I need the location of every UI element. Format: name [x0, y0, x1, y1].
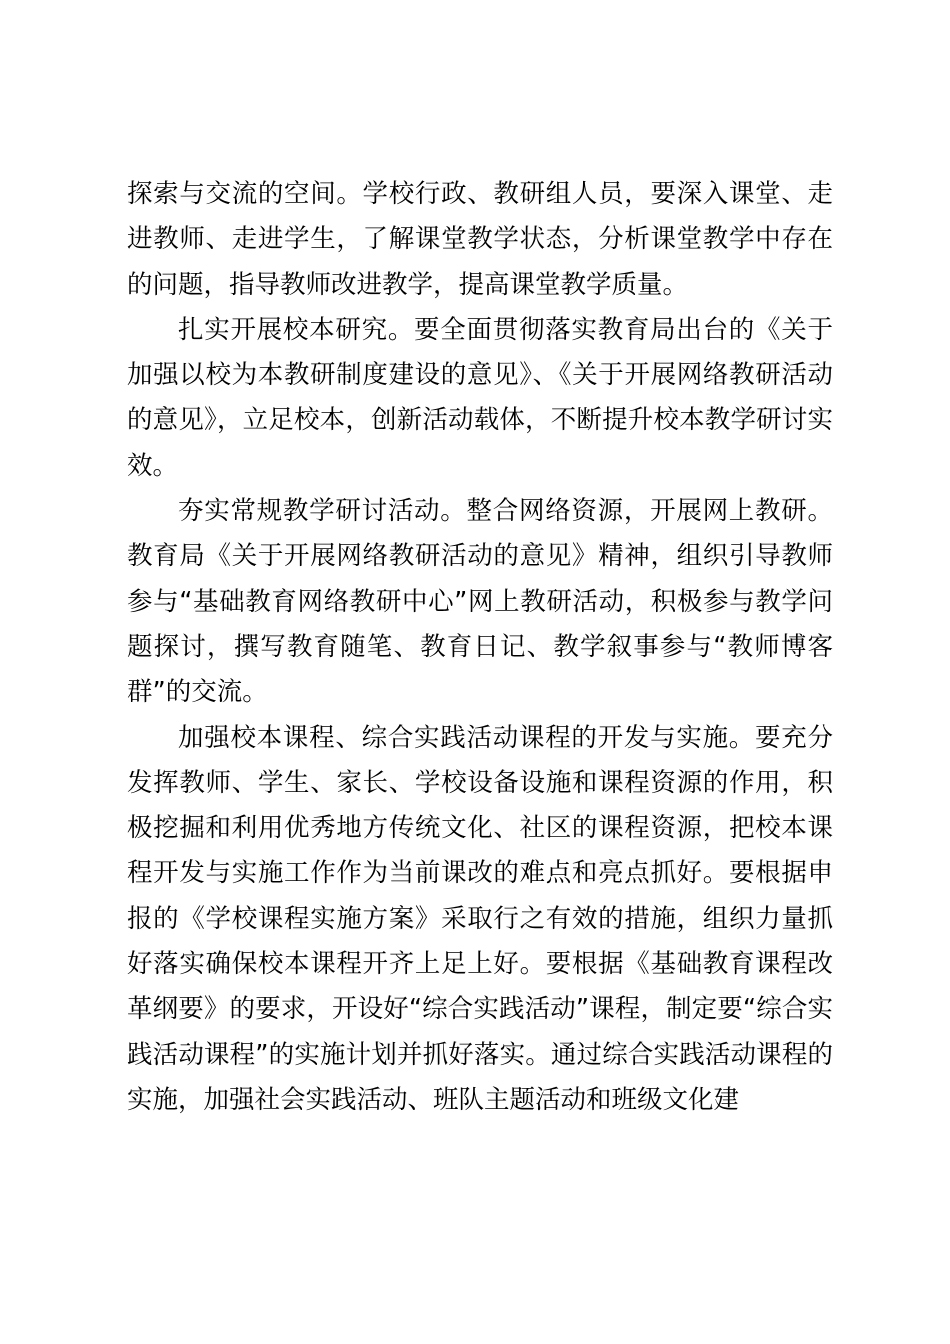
paragraph-4: 加强校本课程、综合实践活动课程的开发与实施。要充分发挥教师、学生、家长、学校设备设施和课程资源的作用，积极挖掘和利用优秀地方传统文化、社区的课程资源，把校本课程开发与实施工作作为当前课改的难点和亮点抓好。要根据申报的《学校课程实施方案》采取行之有效的措施，组织力量抓好落实确保校本课程开齐上足上好。要根据《基础教育课程改革纲要》的要求，开设好“综合实践活动”课程，制定要“综合实践活动课程”的实施计划并抓好落实。通过综合实践活动课程的实施，加强社会实践活动、班队主题活动和班级文化建: [127, 722, 833, 1115]
paragraph-1: 探索与交流的空间。学校行政、教研组人员，要深入课堂、走进教师、走进学生，了解课堂教学状态，分析课堂教学中存在的问题，指导教师改进教学，提高课堂教学质量。: [127, 179, 833, 300]
paragraph-3: 夯实常规教学研讨活动。整合网络资源，开展网上教研。教育局《关于开展网络教研活动的意见》精神，组织引导教师参与“基础教育网络教研中心”网上教研活动，积极参与教学问题探讨，撰写教育随笔、教育日记、教学叙事参与“教师博客群”的交流。: [127, 496, 833, 708]
paragraph-2: 扎实开展校本研究。要全面贯彻落实教育局出台的《关于加强以校为本教研制度建设的意见》、《关于开展网络教研活动的意见》，立足校本，创新活动载体，不断提升校本教学研讨实效。: [127, 314, 833, 481]
document-body: [127, 172, 833, 1123]
